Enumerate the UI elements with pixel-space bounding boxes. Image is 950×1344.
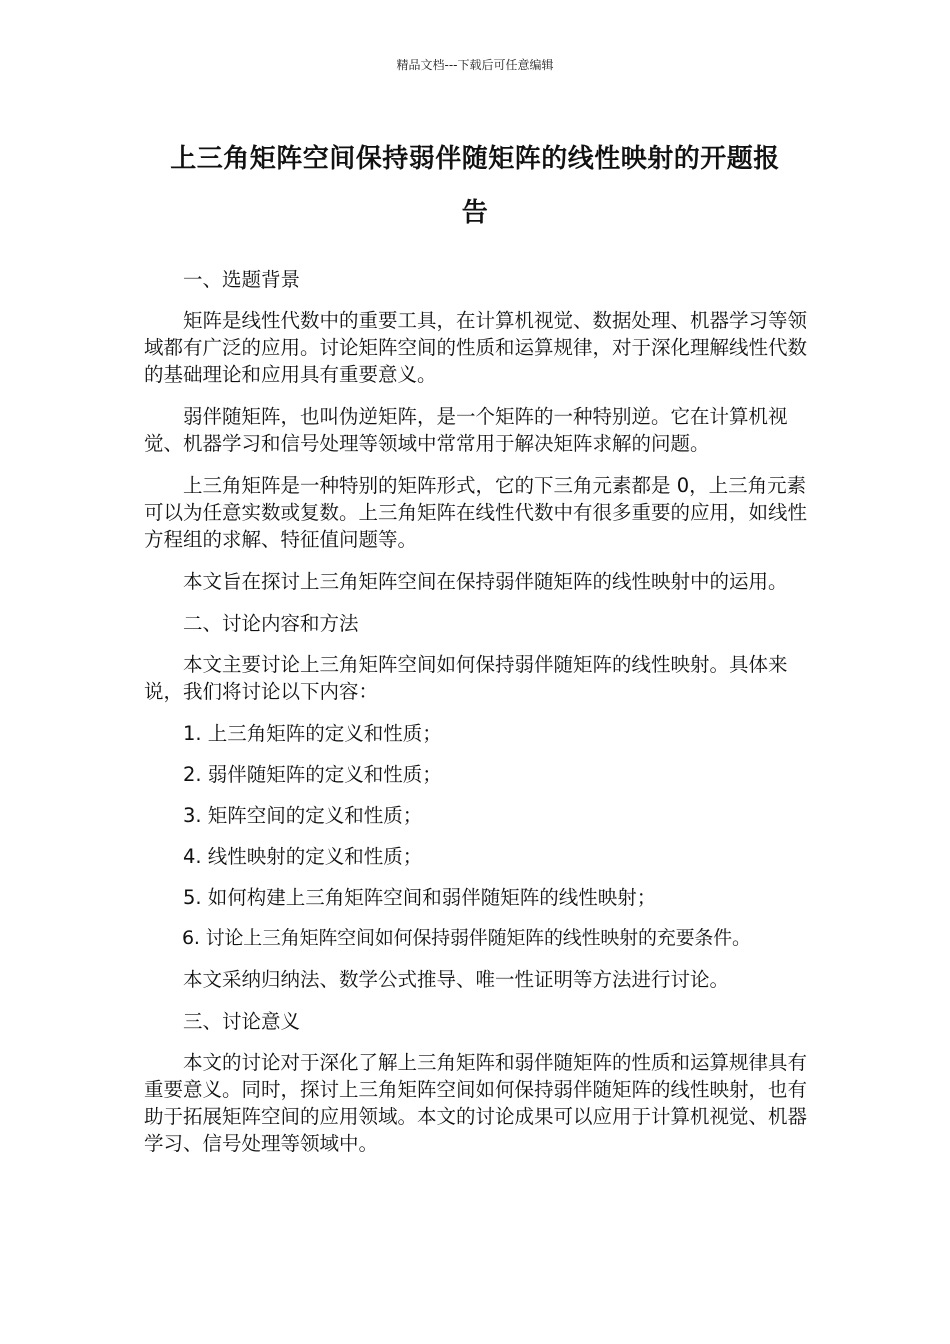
paragraph: 本文主要讨论上三角矩阵空间如何保持弱伴随矩阵的线性映射。具体来说，我们将讨论以下内容： [144, 653, 788, 703]
paragraph: 本文的讨论对于深化了解上三角矩阵和弱伴随矩阵的性质和运算规律具有重要意义。同时，探讨上三角矩阵空间如何保持弱伴随矩阵的线性映射，也有助于拓展矩阵空间的应用领域。本文的讨论成果可以应用于计算机视觉、机器学习、信号处理等领域中。 [144, 1051, 808, 1155]
paragraph: 矩阵是线性代数中的重要工具，在计算机视觉、数据处理、机器学习等领域都有广泛的应用。讨论矩阵空间的性质和运算规律，对于深化理解线性代数的基础理论和应用具有重要意义。 [144, 309, 808, 386]
list-item: 1. 上三角矩阵的定义和性质； [183, 722, 442, 745]
section-heading-content-methods: 二、讨论内容和方法 [183, 612, 359, 635]
paragraph: 弱伴随矩阵，也叫伪逆矩阵，是一个矩阵的一种特别逆。它在计算机视觉、机器学习和信号处理等领域中常常用于解决矩阵求解的问题。 [144, 405, 788, 455]
paragraph: 本文采纳归纳法、数学公式推导、唯一性证明等方法进行讨论。 [183, 968, 730, 991]
header-note: 精品文档---下载后可任意编辑 [396, 58, 554, 72]
paragraph: 上三角矩阵是一种特别的矩阵形式，它的下三角元素都是 0，上三角元素可以为任意实数或复数。上三角矩阵在线性代数中有很多重要的应用，如线性方程组的求解、特征值问题等。 [144, 474, 808, 551]
list-item: 3. 矩阵空间的定义和性质； [183, 804, 423, 827]
section-heading-background: 一、选题背景 [183, 268, 301, 291]
section-heading-significance: 三、讨论意义 [183, 1010, 301, 1033]
list-item: 2. 弱伴随矩阵的定义和性质； [183, 763, 442, 786]
document-title [140, 132, 810, 240]
title-line-1: 上三角矩阵空间保持弱伴随矩阵的线性映射的开题报 [170, 144, 780, 174]
list-item: 5. 如何构建上三角矩阵空间和弱伴随矩阵的线性映射； [183, 886, 657, 909]
document-body [144, 266, 810, 1172]
list-item: 6. 讨论上三角矩阵空间如何保持弱伴随矩阵的线性映射的充要条件。 [182, 927, 751, 949]
title-line-2: 告 [461, 198, 489, 228]
paragraph: 本文旨在探讨上三角矩阵空间在保持弱伴随矩阵的线性映射中的运用。 [183, 570, 788, 593]
list-item: 4. 线性映射的定义和性质； [183, 845, 423, 868]
